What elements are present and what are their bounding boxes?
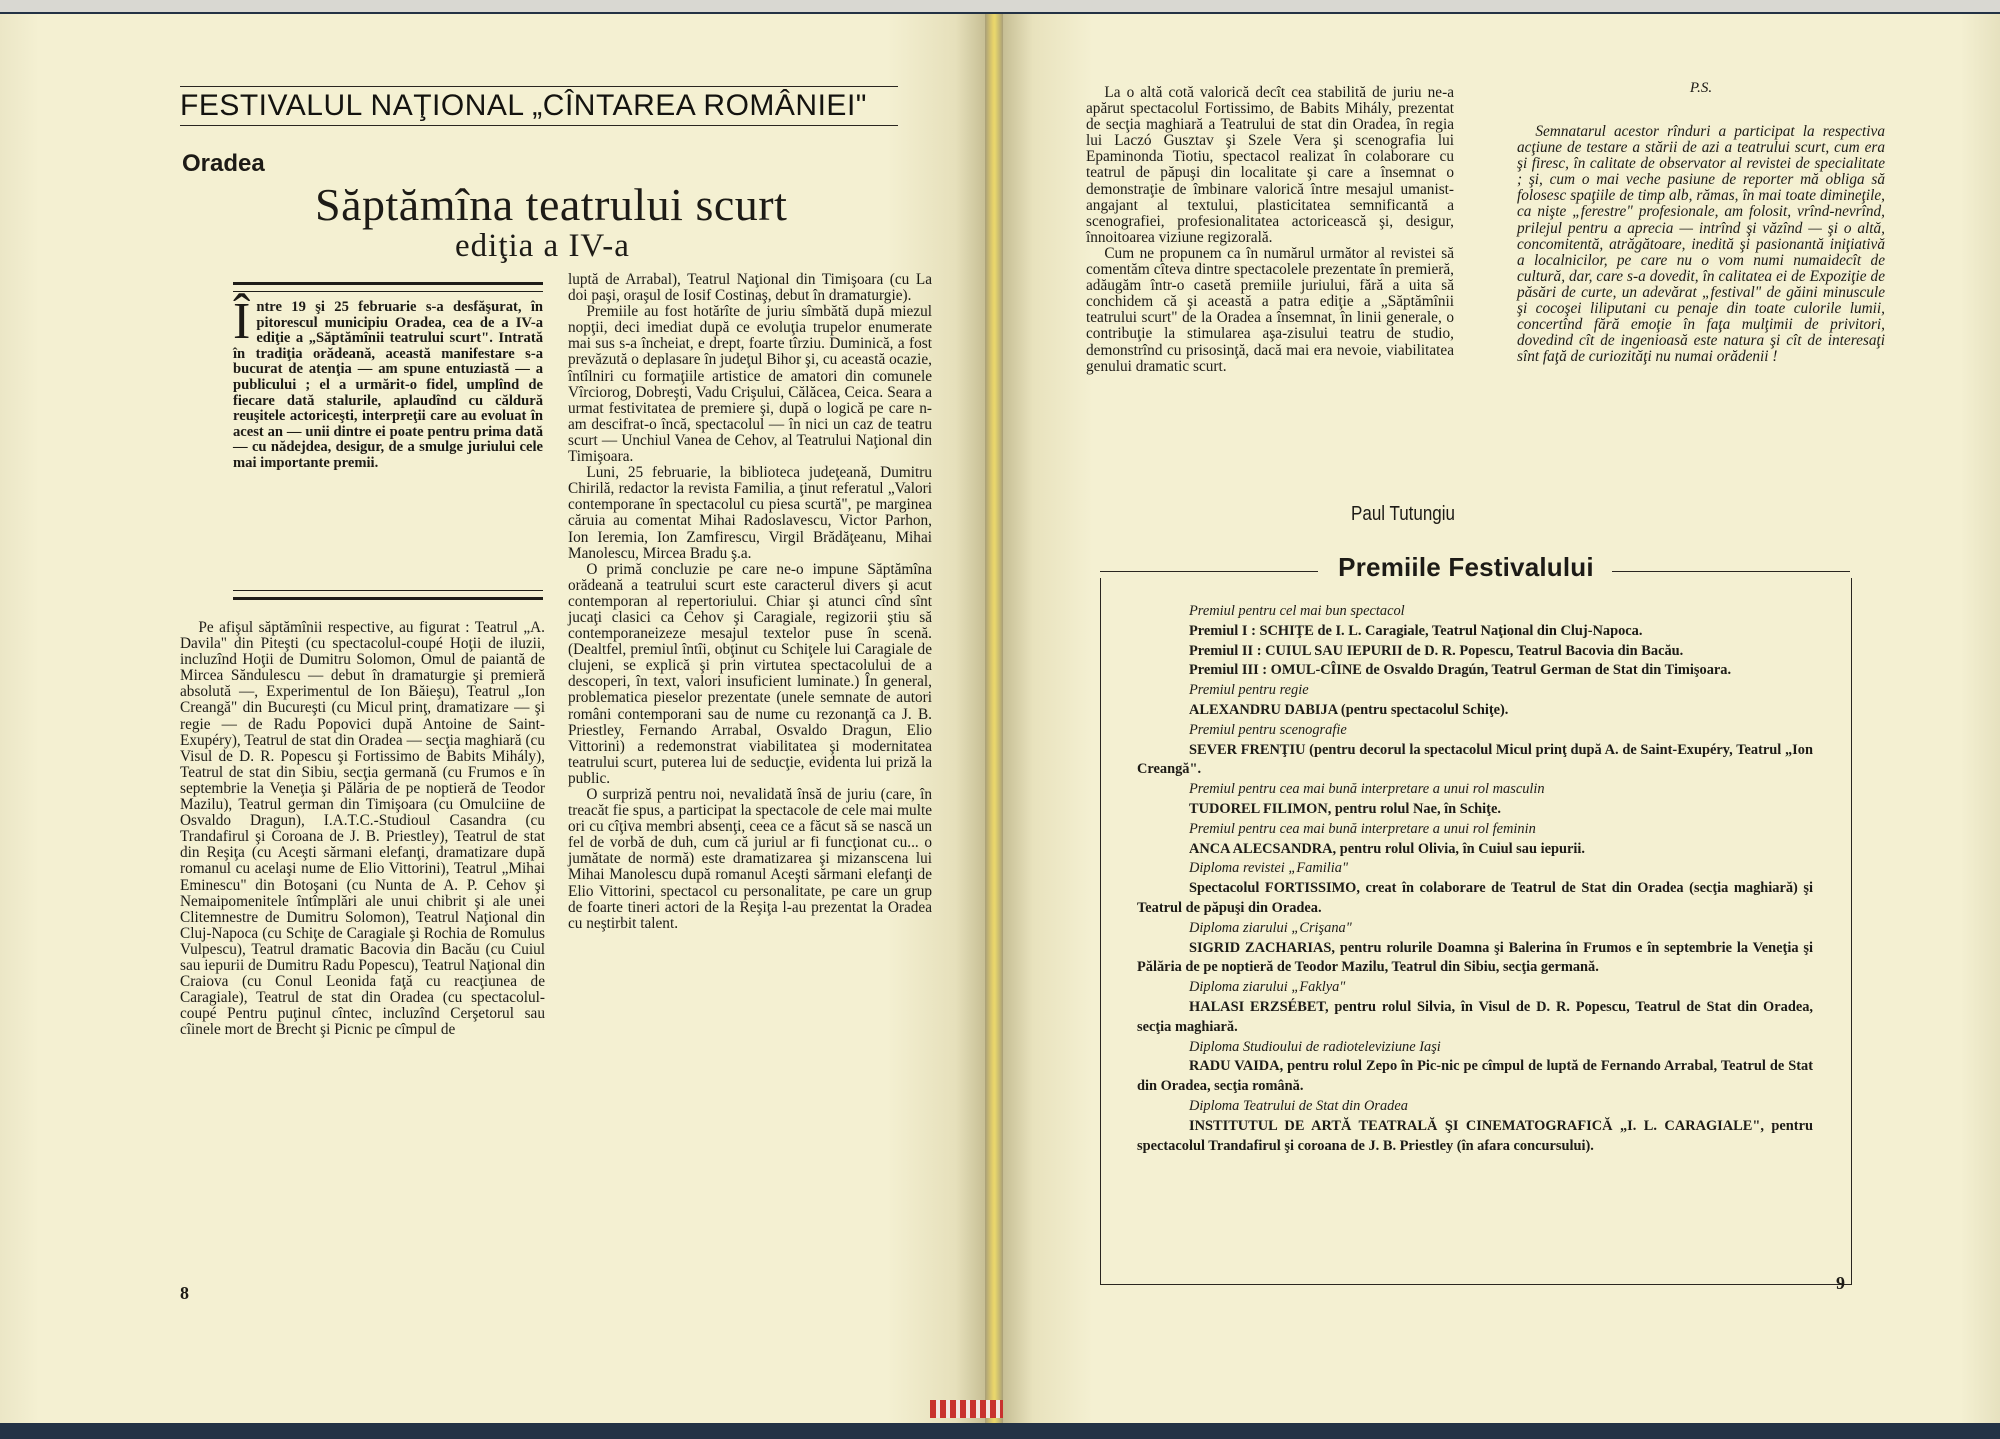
book-cover-edge <box>0 0 2000 12</box>
paragraph: Pe afişul săptămînii respective, au figurat : Teatrul „A. Davila" din Piteşti (cu spectacolul-coupé Hoţii de iluzii, incluzînd Hoţii de Dumitru Solomon, Omul de paiantă de Mircea Săndulescu — debut în dramaturgie şi premieră absolută —, Experimentul de Ion Băieşu), Teatrul „Ion Creangă" din Bucureşti (cu Micul prinţ, dramatizare — şi regie — de Radu Popovici după Antoine de Saint-Exupéry), Teatrul de stat din Oradea — secţia maghiară (cu Visul de D. R. Popescu şi Fortissimo de Babits Mihály), Teatrul de stat din Sibiu, secţia germană (cu Frumos e în septembrie la Veneţia şi Pălăria de pe noptieră de Teodor Mazilu), Teatrul german din Timişoara (cu Omulciine de Osvaldo Dragun), I.A.T.C.-Studioul Casandra (cu Trandafirul şi Coroana de J. B. Priestley), Teatrul de stat din Reşiţa (cu Aceşti sărmani elefanţi, dramatizare după romanul cu acelaşi nume de Elio Vittorini), Teatrul „Mihai Eminescu" din Botoşani (cu Nunta de A. P. Cehov şi Nemaipomenitele întîmplări ale unui chibrit şi ale unei Clitemnestre de Dumitru Solomon), Teatrul Naţional din Cluj-Napoca (cu Schiţe de Caragiale şi Rochia de Romulus Vulpescu), Teatrul dramatic Bacovia din Bacău (cu Cuiul sau iepurii de Dumitru Radu Popescu), Teatrul Naţional din Craiova (cu Conul Leonida faţă cu reacţiunea de Caragiale), Teatrul de stat din Oradea (cu spectacolul-coupé Pentru puţinul cîntec, incluzînd Cerşetorul sau cîinele mort de Brecht şi Picnic pe cîmpul de <box>180 619 545 1039</box>
article-title: Săptămîna teatrului scurt <box>315 179 788 230</box>
paragraph: O surpriză pentru noi, nevalidată însă de juriu (care, în treacăt fie spus, a participat la spectacole de cele mai multe ori cu cîţiva membri absenţi, ceea ce a făcut să se nască un fel de vorbă de duh, cum că juriul ar fi funcţionat cu... o jumătate de normă) este dramatizarea şi mizanscena lui Mihai Manolescu după romanul Aceşti sărmani elefanţi de Elio Vittorini, spectacol cu personalitate, pe care un grup de foarte tineri actori de la Reşiţa l-au prezentat la Oradea cu neştirbit talent. <box>568 786 932 932</box>
paragraph: Cum ne propunem ca în numărul următor al revistei să comentăm cîteva dintre spectacolele prezentate în premieră, adăugăm într-o casetă premiile juriului, fără a uita să conchidem că şi această a patra ediţie a „Săptămînii teatrului scurt" de la Oradea a însemnat, în linii generale, o contribuţie la stimularea aşa-zisului teatru de studio, demonstrînd cu prisosinţă, dacă mai era nevoie, viabilitatea genului dramatic scurt. <box>1086 244 1454 375</box>
prizes-title: Premiile Festivalului <box>1338 552 1594 582</box>
prize-entry: Spectacolul FORTISSIMO, creat în colaborare de Teatrul de Stat din Oradea (secţia maghiară) şi Teatrul de păpuşi din Oradea. <box>1137 880 1813 916</box>
prize-entry: INSTITUTUL DE ARTĂ TEATRALĂ ŞI CINEMATOGRAFICĂ „I. L. CARAGIALE", pentru spectacolul Trandafirul şi coroana de J. B. Priestley (în afara concursului). <box>1137 1117 1813 1154</box>
ps-text: Semnatarul acestor rînduri a participat la respectiva acţiune de testare a stării de azi a teatrului scurt, cum era şi firesc, în calitate de observator al revistei de specialitate ; şi, cum o mai veche pasiune de reporter mă obliga să folosesc spaţiile de timp alb, rămas, în mai toate dimineţile, ca nişte „ferestre" profesionale, am folosit, vrînd-nevrînd, prilejul pentru a aprecia — intrînd şi văzînd — şi o altă, concomitentă, atrăgătoare, inedită şi pasionantă iniţiativă a localnicilor, pe care nu o vom numi numaidecît de cultură, dar, care s-a dovedit, în calitatea ei de Expoziţie de păsări de curte, un adevărat „festival" de găini minuscule şi cocoşei liliputani cu penaje din toate culorile lumii, concertînd fără emoţie în faţa mulţimii de privitori, dovedind cît de ingenioasă este natura şi cît de interesaţi sînt faţă de curiozităţi nu numai orădenii ! <box>1517 123 1885 366</box>
festival-header: FESTIVALUL NAŢIONAL „CÎNTAREA ROMÂNIEI" <box>180 86 898 126</box>
paragraph: Luni, 25 februarie, la biblioteca judeţeană, Dumitru Chirilă, redactor la revista Familia, a ţinut referatul „Valori contemporane în spectacolul cu piesa scurtă", pe marginea căruia au comentat Mihai Radoslavescu, Victor Parhon, Ion Ieremia, Ion Zamfirescu, Virgil Brădăţeanu, Mihai Manolescu, Mircea Bradu ş.a. <box>568 464 932 562</box>
author-signature: Paul Tutungiu <box>1351 503 1455 525</box>
prize-entry: ANCA ALECSANDRA, pentru rolul Olivia, în Cuiul sau iepurii. <box>1189 840 1585 857</box>
intro-dropcap: Î <box>233 293 251 350</box>
prizes-box <box>1100 578 1852 1285</box>
prize-entry: SIGRID ZACHARIAS, pentru rolurile Doamna şi Balerina în Frumos e în septembrie la Veneţia şi Pălăria de pe noptieră de Teodor Mazilu, Teatrul din Sibiu, secţia germană. <box>1137 939 1813 976</box>
page-number-right: 9 <box>1836 1273 1845 1293</box>
prize-entry: Premiul I : SCHIŢE de I. L. Caragiale, Teatrul Naţional din Cluj-Napoca. <box>1189 622 1643 639</box>
prize-category: Premiul pentru regie <box>1189 682 1309 699</box>
intro-text: ntre 19 şi 25 februarie s-a desfăşurat, în pitorescul municipiu Oradea, cea de a IV-a ediţie a „Săptămînii teatrului scurt". Intrată în tradiţia orădeană, această manifestare s-a bucurat de atenţia — am spune entuziastă — a publicului ; el a urmărit-o fidel, umplînd de fiecare dată stalurile, aplaudînd cu căldură reuşitele actoriceşti, interpreţii care au evoluat în acest an — unii dintre ei poate pentru prima dată — cu nădejdea, desigur, de a smulge juriului cele mai importante premii. <box>233 299 543 471</box>
prize-category: Diploma Teatrului de Stat din Oradea <box>1189 1097 1408 1114</box>
prize-category: Premiul pentru cea mai bună interpretare a unui rol masculin <box>1189 781 1545 798</box>
article-intro <box>233 293 543 472</box>
prize-category: Premiul pentru cel mai bun spectacol <box>1189 603 1405 619</box>
article-column-1 <box>180 620 545 1038</box>
prize-entry: SEVER FRENŢIU (pentru decorul la spectacolul Micul prinţ după A. de Saint-Exupéry, Teatrul „Ion Creangă". <box>1137 741 1813 778</box>
paragraph: luptă de Arrabal), Teatrul Naţional din Timişoara (cu La doi paşi, oraşul de Iosif Costinaş, debut în dramaturgie). <box>568 271 932 305</box>
prize-entry: TUDOREL FILIMON, pentru rolul Nae, în Schiţe. <box>1189 800 1501 817</box>
paragraph: Premiile au fost hotărîte de juriu sîmbătă după miezul nopţii, deci imediat după ce evoluţia trupelor enumerate mai sus s-a încheiat, e drept, foarte tîrziu. Duminică, a fost prevăzută o deplasare în judeţul Bihor şi, cu această ocazie, întîlniri cu formaţiile artistice de amatori din comunele Vîrciorog, Dobreşti, Vadu Crişului, Călăcea, Ceica. Seara a urmat festivitatea de premiere şi, după o logică pe care n-am descifrat-o încă, spectacolul — în nici un caz de teatru scurt — Unchiul Vanea de Cehov, al Teatrului Naţional din Timişoara. <box>568 303 932 466</box>
prizes-list <box>1137 602 1813 1156</box>
prize-category: Diploma ziarului „Faklya" <box>1189 979 1346 996</box>
prize-entry: Premiul III : OMUL-CÎINE de Osvaldo Dragún, Teatrul German de Stat din Timişoara. <box>1189 662 1732 679</box>
paragraph: La o altă cotă valorică decît cea stabilită de juriu ne-a apărut spectacolul Fortissimo, de Babits Mihály, prezentat de secţia maghiară a Teatrului de stat din Oradea, în regia lui Laczó Gusztav şi Szele Vera şi scenografia lui Epaminonda Tiotiu, spectacol realizat în colaborare cu teatrul de păpuşi din localitate şi care a însemnat o demonstraţie de îmbinare valorică între mesajul umanist-angajant al textului, plasticitatea semnificantă a scenografiei, profesionalitatea actoricească şi, desigur, înnoitoarea viziune regizorală. <box>1086 84 1454 246</box>
prizes-rule-left <box>1100 571 1318 572</box>
city-label: Oradea <box>182 150 265 177</box>
prize-entry: RADU VAIDA, pentru rolul Zepo în Pic-nic pe cîmpul de luptă de Fernando Arrabal, Teatrul de Stat din Oradea, secţia română. <box>1137 1058 1813 1095</box>
prize-category: Diploma ziarului „Crişana" <box>1189 919 1352 936</box>
intro-rule-top <box>233 282 543 292</box>
article-column-2 <box>568 272 932 932</box>
book-spine <box>985 14 1003 1423</box>
article-column-3 <box>1086 85 1454 375</box>
prizes-rule-right <box>1612 571 1850 572</box>
intro-rule-bottom <box>233 590 543 600</box>
prize-category: Premiul pentru scenografie <box>1189 721 1347 738</box>
prize-entry: Premiul II : CUIUL SAU IEPURII de D. R. Popescu, Teatrul Bacovia din Bacău. <box>1189 642 1684 659</box>
page-number-left: 8 <box>180 1283 189 1303</box>
ps-label: P.S. <box>1689 80 1713 96</box>
prize-category: Diploma revistei „Familia" <box>1189 860 1348 877</box>
prize-category: Premiul pentru cea mai bună interpretare a unui rol feminin <box>1189 820 1536 837</box>
prize-category: Diploma Studioului de radioteleviziune Iaşi <box>1189 1038 1441 1055</box>
prize-entry: ALEXANDRU DABIJA (pentru spectacolul Schiţe). <box>1189 701 1509 718</box>
prize-entry: HALASI ERZSÉBET, pentru rolul Silvia, în Visul de D. R. Popescu, Teatrul de Stat din Oradea, secţia maghiară. <box>1137 998 1813 1035</box>
article-subtitle: ediţia a IV-a <box>455 228 630 264</box>
ps-column <box>1517 124 1885 365</box>
paragraph: O primă concluzie pe care ne-o impune Săptămîna orădeană a teatrului scurt este caracterul divers şi acut contemporan al repertoriului. Chiar şi atunci cînd sînt jucaţi clasici ca Cehov şi Caragiale, regizorii ştiu să contemporaneizeze mesajul textelor puse în scenă. (Dealtfel, premiul întîi, obţinut cu Schiţele lui Caragiale de clujeni, se explică şi prin virtutea spectacolului de a descoperi, în text, valori insuficient luminate.) În general, problematica pieselor prezentate (unele semnate de autori români contemporani sau de nume cu rezonanţă ca J. B. Priestley, Fernando Arrabal, Osvaldo Dragun, Elio Vittorini) a redemonstrat viabilitatea şi modernitatea teatrului scurt, puterea lui de seducţie, evidenta lui priză la public. <box>568 560 932 787</box>
